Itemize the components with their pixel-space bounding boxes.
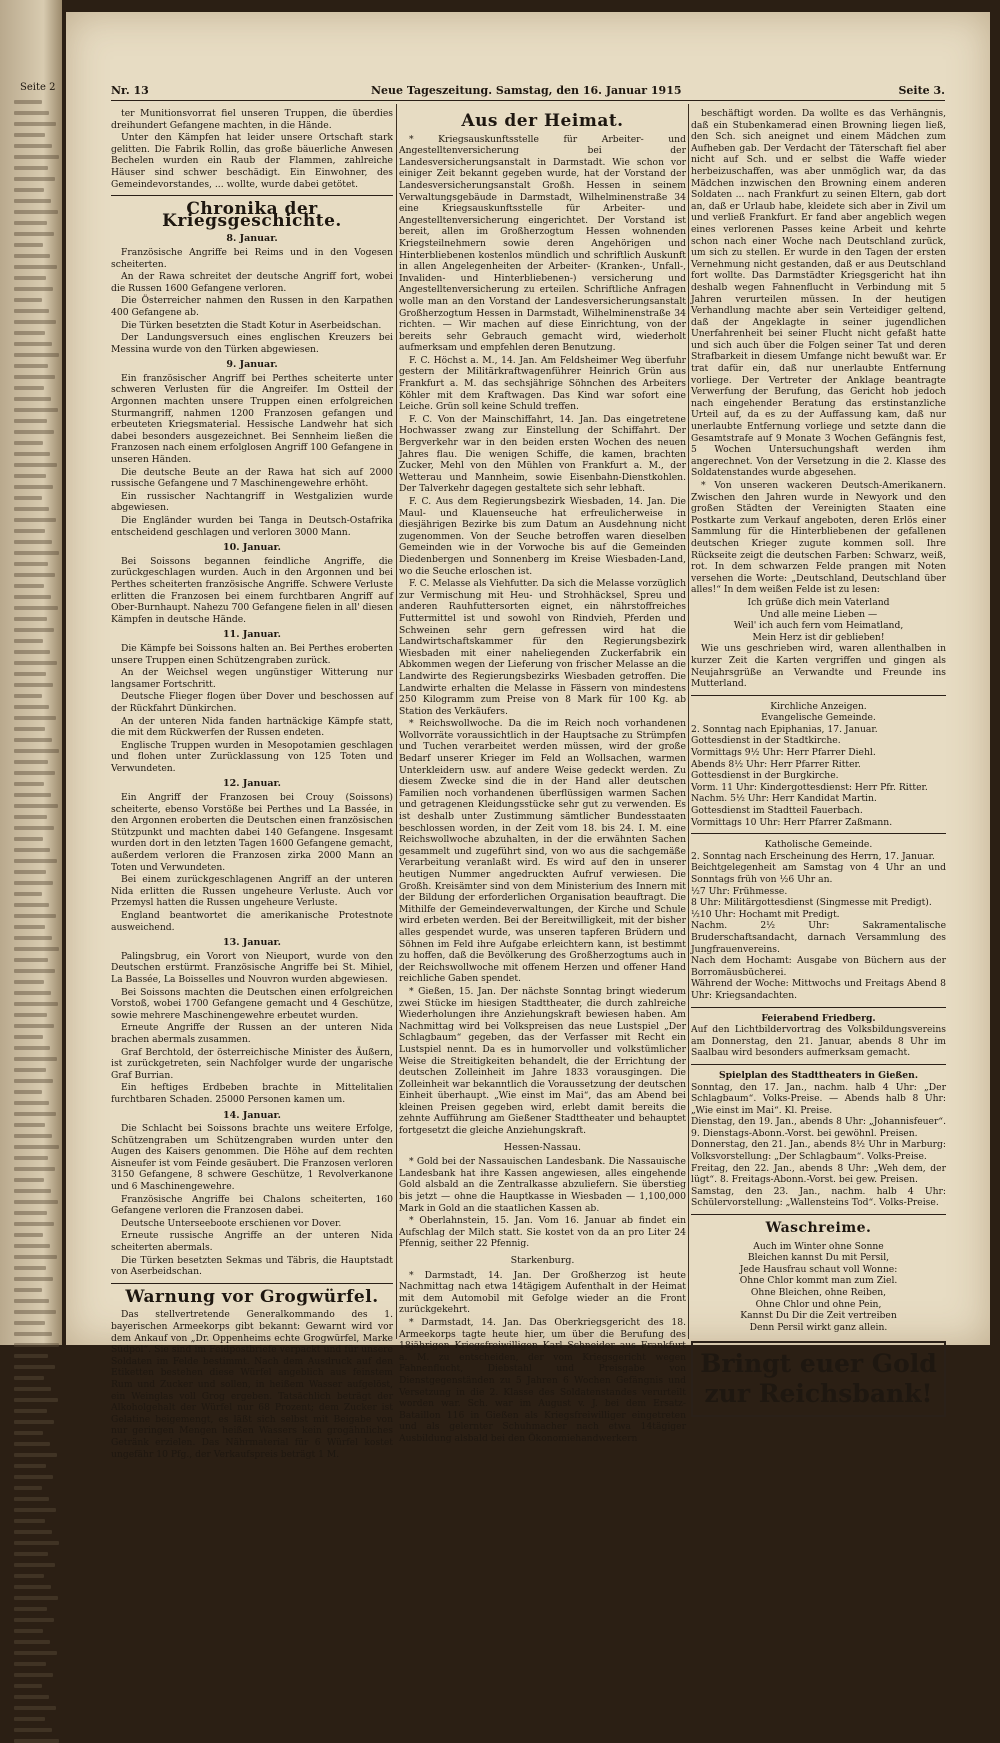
prev-page-line (14, 430, 54, 434)
prev-page-line (14, 100, 42, 104)
church-heading: Kirchliche Anzeigen. (770, 700, 867, 712)
prev-page-line (14, 870, 46, 874)
prev-page-line (14, 441, 43, 445)
prev-page-line (14, 155, 59, 159)
prev-page-line (14, 892, 42, 896)
chronik-date: 8. Januar. (226, 233, 278, 245)
chronik-paragraph: Die Kämpfe bei Soissons halten an. Bei Perthes eroberten unsere Truppen einen Schützengraben zurück. (111, 642, 393, 666)
prev-page-line (14, 1200, 58, 1204)
warnung-heading: Warnung vor Grogwürfel. (125, 1286, 379, 1307)
chronik-paragraph: Ein französischer Angriff bei Perthes scheiterte unter schweren Verlusten für die Angreifer. Im Ostteil der Argonnen machten unsere Truppen einen erfolgreichen Sturmangriff, nahmen 1200 Franzosen gefangen und erbeuteten Kriegsmaterial. Hessische Landwehr hat sich dabei besonders ausgezeichnet. Bei Sennheim ließen die Franzosen nach einem erfolglosen Angriff 100 Gefangene in unseren Händen. (111, 372, 393, 466)
prev-page-line (14, 1585, 51, 1589)
heimat-paragraph: F. C. Von der Mainschiffahrt, 14. Jan. Das eingetretene Hochwasser zwang zur Einstellung der Schiffahrt. Der Bergverkehr war in den beiden ersten Wochen des neuen Jahres flau. Die wenigen Schiffe, die kamen, brachten Zucker, Mehl von den Mühlen von Frankfurt a. M., der Wetterau und Mannheim, sowie Eisenbahn-Dienstkohlen. Der Talverkehr dagegen gestaltete sich sehr lebhaft. (399, 413, 686, 495)
verse-line: Jede Hausfrau schaut voll Wonne: (739, 1263, 898, 1275)
chronik-paragraph: Deutsche Flieger flogen über Dover und beschossen auf der Rückfahrt Dünkirchen. (111, 691, 393, 714)
prev-page-line (14, 287, 53, 291)
hessen-nassau-heading: Hessen-Nassau. (503, 1141, 582, 1153)
gold-ad-line: zur Reichsbank! (704, 1379, 933, 1409)
chronik-paragraph: Erneute Angriffe der Russen an der unteren Nida brachen abermals zusammen. (111, 1022, 393, 1045)
prev-page-line (14, 815, 47, 819)
verse-line: Ohne Chlor kommt man zum Ziel. (739, 1275, 898, 1287)
prev-page-line (14, 474, 46, 478)
heimat-heading: Aus der Heimat. (461, 111, 624, 131)
chronik-paragraph: Deutsche Unterseeboote erschienen vor Dover. (121, 1217, 342, 1229)
service-line: Vorm. 11 Uhr: Kindergottesdienst: Herr Pfr. Ritter. (691, 781, 928, 793)
theater-line: Samstag, den 23. Jan., nachm. halb 4 Uhr: Schülervorstellung: „Wallensteins Tod“. Volks-Preise. (691, 1185, 946, 1209)
prev-page-line (14, 386, 44, 390)
chronik-date: 12. Januar. (223, 778, 281, 790)
heimat-paragraph: F. C. Melasse als Viehfutter. Da sich die Melasse vorzüglich zur Vermischung mit Heu- und Strohhäcksel, Spreu und anderen Rauhfuttersorten eignet, ein nährstoffreiches Futtermittel ist und sowohl von Rindvieh, Pferden und Schweinen sehr gern gefressen wird hat die Landwirtschaftskammer für den Regierungsbezirk Wiesbaden mit einer naheliegenden Zuckerfabrik ein Abkommen wegen der Lieferung von frischer Melasse an die Landwirte des Regierungsbezirks Wiesbaden getroffen. Die Landwirte erhalten die Melasse in Fässern von mindestens 250 Kilogramm zum Preise von 8 Mark für 100 Kg. ab Station des Verkäufers. (399, 578, 686, 717)
heimat-paragraph: * Gießen, 15. Jan. Der nächste Sonntag bringt wiederum zwei Stücke im hiesigen Stadttheater, die durch zahlreiche Wiederholungen ihre Anziehungskraft bewiesen haben. Am Nachmittag wird bei Volkspreisen das neue Lustspiel „Der Schlagbaum“ gegeben, das der Verfasser mit Recht ein Lustspiel nennt. Da es in humorvoller und volkstümlicher Weise die Streitigkeiten behandelt, die der Errichtung der deutschen Zolleinheit im Jahre 1833 vorausgingen. Die Zolleinheit war bekanntlich die Voraussetzung der deutschen Einheit überhaupt. „Wie einst im Mai“, das am Abend bei kleinen Preisen gegeben wird, erlebt damit bereits die zehnte Aufführung am Gießener Stadttheater und behauptet fortgesetzt die gleiche Anziehungskraft. (399, 985, 686, 1137)
prev-page-line (14, 1288, 42, 1292)
prev-page-line (14, 1739, 59, 1743)
prev-page-line (14, 1057, 57, 1061)
prev-page-line (14, 782, 44, 786)
service-line: Vormittags 9½ Uhr: Herr Pfarrer Diehl. (691, 747, 876, 759)
prev-page-line (14, 738, 52, 742)
waschreime-heading: Waschreime. (765, 1220, 872, 1237)
prev-page-line (14, 1354, 48, 1358)
prev-page-line (14, 1673, 53, 1677)
hessen-nassau-paragraph: * Gold bei der Nassauischen Landesbank. Die Nassauische Landesbank hat ihre Kassen angewiesen, alles eingehende Gold alsbald an die Zentralkasse abzuliefern. Sie überstieg bis jetzt — ohne die Hauptkasse in Wiesbaden — 1,100,000 Mark in Gold an die staatlichen Kassen ab. (399, 1156, 686, 1214)
verse-line: Ich grüße dich mein Vaterland (747, 596, 890, 608)
prev-page-line (14, 331, 45, 335)
prev-page-line (14, 166, 48, 170)
prev-page-line (14, 353, 59, 357)
prev-page-line (14, 463, 57, 467)
chronik-paragraph: An der Weichsel wegen ungünstiger Witterung nur langsamer Fortschritt. (111, 667, 393, 690)
hessen-nassau-paragraphs (399, 1156, 686, 1250)
prev-page-line (14, 661, 57, 665)
prev-page-line (14, 1167, 55, 1171)
prev-page-line (14, 1552, 48, 1556)
prev-page-line (14, 243, 43, 247)
hessen-nassau-paragraph: * Oberlahnstein, 15. Jan. Vom 16. Januar ab findet ein Aufschlag der Milch statt. Sie kostet von da an pro Liter 24 Pfennig, seither 22 Pfennig. (399, 1215, 686, 1250)
prev-page-line (14, 1068, 46, 1072)
prev-page-line (14, 496, 42, 500)
prev-page-line (14, 1024, 54, 1028)
prev-page-line (14, 1222, 54, 1226)
prev-page-line (14, 1343, 59, 1347)
prev-page-line (14, 1431, 43, 1435)
verse-line: Auch im Winter ohne Sonne (753, 1240, 884, 1252)
prev-page-line (14, 1112, 56, 1116)
chronik-entries (111, 233, 393, 1277)
prev-page-line (14, 518, 56, 522)
chronik-paragraph: Bei einem zurückgeschlagenen Angriff an der unteren Nida erlitten die Russen ungeheure Verluste. Auch vor Przemysl hatten die Russen ungeheure Verluste. (111, 874, 393, 909)
prev-page-line (14, 1233, 43, 1237)
prev-page-line (14, 1211, 47, 1215)
catholic-heading: Katholische Gemeinde. (764, 839, 873, 851)
chronik-paragraph: Der Landungsversuch eines englischen Kreuzers bei Messina wurde von den Türken abgewiesen. (111, 332, 393, 355)
chronik-paragraph: England beantwortet die amerikanische Protestnote ausweichend. (111, 910, 393, 933)
chronik-paragraph: Ein heftiges Erdbeben brachte in Mittelitalien furchtbaren Schaden. 25000 Personen kamen um. (111, 1082, 393, 1105)
prev-page-line (14, 133, 45, 137)
chronik-date: 9. Januar. (226, 359, 278, 371)
prev-page-line (14, 298, 42, 302)
prev-page-line (14, 617, 47, 621)
prev-page-line (14, 925, 45, 929)
prev-page-line (14, 199, 51, 203)
catholic-services (691, 851, 946, 1002)
prev-page-line (14, 1365, 55, 1369)
prev-page-line (14, 1079, 53, 1083)
chronik-paragraph: Englische Truppen wurden in Mesopotamien geschlagen und flohen unter Zurücklassung von 125 Toten und Verwundeten. (111, 739, 393, 774)
prev-page-line (14, 562, 48, 566)
chronik-paragraph: Die Engländer wurden bei Tanga in Deutsch-Ostafrika entscheidend geschlagen und verloren 3000 Mann. (111, 515, 393, 538)
prev-page-line (14, 1464, 46, 1468)
chronik-paragraph: Die Türken besetzten die Stadt Kotur in Aserbeidschan. (121, 319, 382, 331)
starkenburg-heading: Starkenburg. (510, 1255, 575, 1266)
prev-page-line (14, 859, 57, 863)
prev-page-line (14, 265, 57, 269)
prev-page-line (14, 1409, 47, 1413)
chronik-date: 11. Januar. (223, 629, 281, 641)
heimat-paragraph: F. C. Höchst a. M., 14. Jan. Am Feldsheimer Weg überfuhr gestern der Militärkraftwagenführer Heinrich Grün aus Frankfurt a. M. das sechsjährige Söhnchen des Arbeiters Köhler mit dem Kraftwagen. Das Kind war sofort eine Leiche. Grün soll keine Schuld treffen. (399, 354, 686, 413)
evangelical-heading: Evangelische Gemeinde. (761, 712, 876, 724)
prev-page-line (14, 1728, 52, 1732)
prev-page-line (14, 1519, 45, 1523)
warnung-text: Das stellvertretende Generalkommando des 1. bayerischen Armeekorps gibt bekannt: Gewarnt wird vor dem Ankauf von „Dr. Oppenheims echte Grogwürfel, Marke Südpol“. Sie sind im Feldpostbriefe verpackt und für unsere Soldaten im Felde bestimmt. Nach dem Ausdruck auf den Etiketten bestehen diese Würfel angeblich aus feinstem Rum und Zucker und sollen, in heißem Wasser aufgelöst, ein Weinglas voll Grog ergeben. Tatsächlich beträgt der Alkoholgehalt der Würfel nur 68 Prozent; dem Zucker ist Gelatine beigemengt, es läßt sich selbst mit Beigabe von nur geringen Mengen heißen Wassers kein grogähnliches Getränk erzielen. Das Nährmaterial für 6 Würfel kostet ungefähr 10 Pfg., der Verkaufspreis beträgt 1 M. (111, 1309, 393, 1460)
prev-page-line (14, 1398, 58, 1402)
page-number: Seite 3. (898, 84, 945, 97)
service-line: Während der Woche: Mittwochs und Freitags Abend 8 Uhr: Kriegsandachten. (691, 978, 946, 1001)
service-line: 2. Sonntag nach Erscheinung des Herrn, 17. Januar. (691, 850, 935, 862)
service-line: Beichtgelegenheit am Samstag von 4 Uhr an und Sonntags früh von ½6 Uhr an. (691, 862, 946, 885)
prev-page-line (14, 1618, 54, 1622)
chronik-paragraph: An der Rawa schreitet der deutsche Angriff fort, wobei die Russen 1600 Gefangene verloren. (111, 271, 393, 294)
court-report-paragraphs (691, 108, 946, 596)
prev-page-line (14, 1387, 51, 1391)
chronik-paragraph: Erneute russische Angriffe an der unteren Nida scheiterten abermals. (111, 1230, 393, 1254)
verse-line: Ohne Chlor und ohne Pein, (755, 1298, 882, 1310)
prev-page-line (14, 804, 58, 808)
prev-page-line (14, 210, 58, 214)
prev-page-line (14, 177, 55, 181)
prev-page-line (14, 232, 54, 236)
verse-line: Mein Herz ist dir geblieben! (752, 631, 885, 643)
prev-page-line (14, 1189, 51, 1193)
verse-line: Kannst Du Dir die Zeit vertreiben (740, 1310, 897, 1322)
service-line: Nachm. 2½ Uhr: Sakramentalische Bruderschaftsandacht, darnach Versammlung des Jungfrauenvereins. (691, 920, 946, 955)
prev-page-line (14, 947, 59, 951)
prev-page-line (14, 1640, 50, 1644)
prev-page-line (14, 221, 47, 225)
theater-line: Sonntag, den 17. Jan., nachm. halb 4 Uhr: „Der Schlagbaum“. Volks-Preise. — Abends halb 8 Uhr: „Wie einst im Mai“. Kl. Preise. (691, 1081, 946, 1116)
prev-page-line (14, 111, 49, 115)
prev-page-line (14, 969, 55, 973)
chronik-paragraph: Graf Berchtold, der österreichische Minister des Äußern, ist zurückgetreten, sein Nachfolger wurde der ungarische Graf Burrian. (111, 1046, 393, 1081)
prev-page-line (14, 848, 50, 852)
newspaper-page (66, 12, 990, 1460)
theater-line: Freitag, den 22. Jan., abends 8 Uhr: „Weh dem, der lügt“. 8. Freitags-Abonn.-Vorst. bei gew. Preisen. (691, 1162, 946, 1186)
prev-page-line (14, 628, 54, 632)
chronik-paragraph: Ein russischer Nachtangriff in Westgalizien wurde abgewiesen. (111, 490, 393, 514)
prev-page-line (14, 1277, 53, 1281)
gold-ad-line: Bringt euer Gold (700, 1349, 937, 1379)
service-line: Nachm. 5½ Uhr: Herr Kandidat Martin. (691, 793, 877, 805)
prev-page-line (14, 276, 46, 280)
service-line: Gottesdienst in der Stadtkirche. (691, 735, 841, 747)
chronik-heading: Chronika der Kriegsgeschichte. (162, 199, 342, 231)
prev-page-line (14, 1002, 58, 1006)
chronik-date: 10. Januar. (223, 542, 281, 554)
prev-page-line (14, 1255, 57, 1259)
heimat-paragraph: * Kriegsauskunftsstelle für Arbeiter- und Angestelltenversicherung bei der Landesversicherungsanstalt in Darmstadt. Wie schon vor einiger Zeit bekannt gegeben wurde, hat der Vorstand der Landesversicherungsanstalt Großh. Hessen in seinem Verwaltungsgebäude in Darmstadt, Wilhelminenstraße 34 eine Kriegsauskunftsstelle für Arbeiter- und Angestelltenversicherung eingerichtet. Der Vorstand ist bereit, allen im Großherzogtum Hessen wohnenden Kriegsteilnehmern sowie deren Angehörigen und Hinterbliebenen kostenlos mündlich und schriftlich Auskunft in allen Angelegenheiten der Arbeiter- (Kranken-, Unfall-, Invaliden- und Hinterbliebenen-) versicherung und Angestelltenversicherung zu erteilen. Schriftliche Anfragen wolle man an den Vorstand der Landesversicherungsanstalt Großherzogtum Hessen in Darmstadt, Wilhelminenstraße 34 richten. — Wir machen auf diese Einrichtung, von der bereits sehr Gebrauch gemacht wird, wiederholt aufmerksam und empfehlen deren Benutzung. (399, 133, 686, 354)
service-line: Vormittags 10 Uhr: Herr Pfarrer Zaßmann. (691, 816, 893, 828)
prev-page-line (14, 1244, 50, 1248)
chronik-paragraph: An der unteren Nida fanden hartnäckige Kämpfe statt, die mit dem Rückwerfen der Russen endeten. (111, 715, 393, 739)
issue-number: Nr. 13 (111, 84, 149, 97)
chronik-paragraph: Die Österreicher nahmen den Russen in den Karpathen 400 Gefangene ab. (111, 295, 393, 318)
prev-page-line (14, 122, 56, 126)
prev-page-line (14, 188, 44, 192)
verse-line: Und alle meine Lieben — (759, 608, 878, 620)
chronik-paragraph: Französische Angriffe bei Reims und in den Vogesen scheiterten. (111, 246, 393, 270)
prev-page-line (14, 705, 49, 709)
previous-page-edge (0, 0, 62, 1345)
postcard-followup: Wie uns geschrieben wird, waren allenthalben in kurzer Zeit die Karten vergriffen und gingen als Neujahrsgrüße an Verwandte und Freunde ins Mutterland. (691, 643, 946, 690)
prev-page-line (14, 1563, 55, 1567)
prev-page-line (14, 1475, 53, 1479)
starkenburg-paragraph: * Darmstadt, 14. Jan. Das Oberkriegsgericht des 18. Armeekorps tagte heute hier, um über die Berufung des 18jährigen Kriegsfreiwilligen Karl Schneider aus Frankfurt a. M. zu entscheiden, der vom Kriegsgericht wegen Fahnenflucht, Diebstahl und Preisgabe von Dienstgegenständen zu 5 Jahren 6 Wochen Gefängnis und Versetzung in die 2. Klasse des Soldatenstandes verurteilt worden war. Sch. war im August v. J. bei dem Ersatz-Bataillon 116 in Gießen als Kriegsfreiwilliger eingetreten und als gelernter Schuhmacher nach etwa 14tägiger Ausbildung alsbald bei den Ökonomiehandwerkern (399, 1316, 686, 1444)
column-divider (396, 104, 397, 1339)
column-middle (399, 108, 686, 1446)
prev-page-line (14, 320, 56, 324)
prev-page-line (14, 507, 49, 511)
verse-line: Weil' ich auch fern vom Heimatland, (733, 620, 904, 632)
prev-page-line (14, 1332, 52, 1336)
column-left (111, 108, 393, 1461)
prev-page-line (14, 1574, 44, 1578)
prev-page-line (14, 1035, 43, 1039)
prev-page-line (14, 727, 45, 731)
service-line: ½10 Uhr: Hochamt mit Predigt. (691, 908, 840, 920)
prev-page-line (14, 760, 48, 764)
paper-title-date: Neue Tageszeitung. Samstag, den 16. Januar 1915 (371, 84, 682, 97)
prev-page-line (14, 1321, 45, 1325)
chronik-paragraph: Französische Angriffe bei Chalons scheiterten, 160 Gefangene verloren die Franzosen dabei. (111, 1193, 393, 1217)
prev-page-line (14, 595, 51, 599)
prev-page-line (14, 254, 50, 258)
prev-page-line (14, 980, 44, 984)
theater-line: Donnerstag, den 21. Jan., abends 8½ Uhr in Marburg: Volksvorstellung: „Der Schlagbaum“. Volks-Preise. (691, 1139, 946, 1163)
prev-page-line (14, 1717, 45, 1721)
service-line: 8 Uhr: Militärgottesdienst (Singmesse mit Predigt). (691, 897, 932, 909)
chronik-paragraph: Bei Soissons begannen feindliche Angriffe, die zurückgeschlagen wurden. Auch in den Argonnen und bei Perthes scheiterten französische Angriffe. Schwere Verluste erlitten die Franzosen bei einem furchtbaren Angriff auf Ober-Burnhaupt. Nahezu 700 Gefangene fielen in all' diesen Kämpfen in deutsche Hände. (111, 555, 393, 625)
heimat-paragraphs (399, 134, 686, 1137)
prev-page-line (14, 749, 59, 753)
prev-page-line (14, 1178, 44, 1182)
prev-page-line (14, 826, 54, 830)
prev-page-line (14, 1123, 45, 1127)
prev-page-line (14, 1453, 57, 1457)
chronik-date: 14. Januar. (223, 1109, 281, 1121)
prev-page-line (14, 1486, 42, 1490)
chronik-paragraph: Palingsbrug, ein Vorort von Nieuport, wurde von den Deutschen erstürmt. Französische Angriffe bei St. Mihiel, La Bassée, La Boisselles und Nouvron wurden abgewiesen. (111, 950, 393, 985)
starkenburg-paragraphs (399, 1270, 686, 1445)
prev-page-line (14, 144, 52, 148)
prev-page-line (14, 958, 48, 962)
chronik-paragraph: Die Schlacht bei Soissons brachte uns weitere Erfolge, Schützengraben um Schützengraben wurden unter den Augen des Kaisers genommen. Die Höhe auf dem rechten Aisneufer ist vom Feinde gesäubert. Die Franzosen verloren 3150 Gefangene, 8 schwere Geschütze, 1 Revolverkanone und 6 Maschinengewehre. (111, 1123, 393, 1193)
masthead (111, 84, 945, 101)
intro-paragraphs (111, 108, 393, 190)
prev-page-text-lines (0, 100, 62, 1743)
chronik-date: 13. Januar. (223, 937, 281, 949)
verse-line: Denn Persil wirkt ganz allein. (749, 1321, 888, 1333)
service-line: Abends 8½ Uhr: Herr Pfarrer Ritter. (691, 758, 861, 770)
heimat-paragraph: F. C. Aus dem Regierungsbezirk Wiesbaden, 14. Jan. Die Maul- und Klauenseuche hat erfreulicherweise in diesjährigen Bezirke bis zum Datum an Ausdehnung nicht zugenommen. Von der Seuche betroffen waren dieselben Gemeinden wie in der Vorwoche bis auf die Gemeinden Diedenbergen und Sonnenberg im Kreise Wiesbaden-Land, wo die Seuche erloschen ist. (399, 496, 686, 577)
prev-page-line (14, 1541, 59, 1545)
prev-page-line (14, 309, 49, 313)
prev-page-line (14, 716, 56, 720)
prev-page-line (14, 1376, 44, 1380)
prev-page-header: Seite 2 (20, 82, 56, 93)
prev-page-line (14, 771, 55, 775)
prev-page-line (14, 881, 53, 885)
intro-paragraph: Unter den Kämpfen hat leider unsere Ortschaft stark gelitten. Die Fabrik Rollin, das große bäuerliche Anwesen Bechelen wurden ein Raub der Flammen, zahlreiche Häuser sind schwer beschädigt. Ein Einwohner, des Gemeindevorstandes, ... wollte, wurde dabei getötet. (111, 132, 393, 190)
service-line: Gottesdienst im Stadtteil Fauerbach. (691, 805, 863, 817)
prev-page-line (14, 1134, 52, 1138)
postcard-verse (691, 597, 946, 643)
prev-page-line (14, 1156, 48, 1160)
chronik-paragraph: Die Türken besetzten Sekmas und Täbris, die Hauptstadt von Aserbeidschan. (111, 1254, 393, 1278)
prev-page-line (14, 1046, 50, 1050)
chronik-paragraph: Die deutsche Beute an der Rawa hat sich auf 2000 russische Gefangene und 7 Maschinengewehre erhöht. (111, 466, 393, 490)
prev-page-line (14, 1508, 56, 1512)
prev-page-line (14, 991, 51, 995)
prev-page-line (14, 452, 50, 456)
prev-page-line (14, 1310, 56, 1314)
prev-page-line (14, 1497, 49, 1501)
prev-page-line (14, 694, 42, 698)
heimat-paragraph: * Reichswollwoche. Da die im Reich noch vorhandenen Wollvorräte voraussichtlich in der Hauptsache zu Strümpfen und Tuchen verarbeitet werden müssen, wird der große Bedarf unserer Krieger im Feld an Wollsachen, warmen Unterkleidern usw. auf andere Weise gedeckt werden. Zu diesem Zwecke sind die in der Hand aller deutschen Familien noch vorhandenen überflüssigen warmen Sachen und getragenen Kleidungsstücke sehr gut zu verwenden. Es ist deshalb unter Zustimmung sämtlicher Bundesstaaten beschlossen worden, in der Zeit vom 18. bis 24. I. M. eine Reichswollwoche abzuhalten, in der die erwähnten Sachen gesammelt und zugeführt sind, von wo aus die sachgemäße Verarbeitung veranlaßt wird. Es wird auf den in unserer heutigen Nummer angedruckten Aufruf verwiesen. Die Großh. Kreisämter sind von dem Ministerium des Innern mit der Bildung der erforderlichen Organisation beauftragt. Die Mithilfe der Gemeindeverwaltungen, der Kirche und Schule wird erbeten werden. Bei der Bereitwilligkeit, mit der bisher alles gespendet wurde, was unseren tapferen Brüdern und Söhnen im Feld ihre Aufgabe erleichtern kann, ist bestimmt zu hoffen, daß die Bevölkerung des Großherzogtums auch in der Reichswollwoche mit offenem Herzen und offener Hand reichliche Gaben spendet. (399, 718, 686, 985)
prev-page-line (14, 342, 52, 346)
prev-page-line (14, 1101, 49, 1105)
service-line: Nach dem Hochamt: Ausgabe von Büchern aus der Borromäusbücherei. (691, 955, 946, 978)
prev-page-line (14, 936, 52, 940)
prev-page-line (14, 573, 55, 577)
verse-line: Ohne Bleichen, ohne Reiben, (750, 1287, 887, 1298)
prev-page-line (14, 419, 47, 423)
prev-page-line (14, 1629, 43, 1633)
theater-heading: Spielplan des Stadttheaters in Gießen. (718, 1069, 919, 1081)
verse-line: Bleichen kannst Du mit Persil, (747, 1252, 890, 1264)
friedberg-text: Auf den Lichtbildervortrag des Volksbildungsvereins am Donnerstag, den 21. Januar, abends 8 Uhr im Saalbau wird besonders aufmerksam gemacht. (691, 1024, 946, 1059)
prev-page-line (14, 1684, 42, 1688)
service-line: Gottesdienst in der Burgkirche. (691, 770, 839, 782)
prev-page-line (14, 650, 50, 654)
prev-page-line (14, 1651, 57, 1655)
waschreime-verse (691, 1241, 946, 1334)
prev-page-line (14, 683, 53, 687)
prev-page-line (14, 1662, 46, 1666)
prev-page-line (14, 1013, 47, 1017)
prev-page-line (14, 1706, 56, 1710)
prev-page-line (14, 540, 52, 544)
friedberg-heading: Feierabend Friedberg. (761, 1012, 876, 1024)
prev-page-line (14, 606, 58, 610)
gold-ad (691, 1341, 946, 1417)
theater-line: Dienstag, den 19. Jan., abends 8 Uhr: „Johannisfeuer“. 9. Dienstags-Abonn.-Vorst. bei gewöhnl. Preisen. (691, 1116, 946, 1139)
prev-page-line (14, 1145, 59, 1149)
prev-page-line (14, 903, 49, 907)
chronik-paragraph: Ein Angriff der Franzosen bei Crouy (Soissons) scheiterte, ebenso Vorstöße bei Perthes und La Bassée, in den Argonnen eroberten die Deutschen einen französischen Stützpunkt und machten dabei 140 Gefangene. Insgesamt wurden dort in den letzten Tagen 1600 Gefangene gemacht, außerdem verloren die Franzosen zirka 2000 Mann an Toten und Verwundeten. (111, 792, 393, 873)
prev-page-line (14, 485, 53, 489)
prev-page-line (14, 1420, 54, 1424)
prev-page-line (14, 551, 59, 555)
prev-page-line (14, 639, 43, 643)
prev-page-line (14, 397, 51, 401)
prev-page-line (14, 1530, 52, 1534)
prev-page-line (14, 364, 48, 368)
prev-page-line (14, 1442, 50, 1446)
prev-page-line (14, 1090, 42, 1094)
column-right (691, 108, 946, 1417)
service-line: 2. Sonntag nach Epiphanias, 17. Januar. (691, 723, 878, 735)
chronik-paragraph: Bei Soissons machten die Deutschen einen erfolgreichen Vorstoß, wobei 1700 Gefangene gemacht und 4 Geschütze, sowie mehrere Maschinengewehre erbeutet wurden. (111, 986, 393, 1021)
starkenburg-paragraph: * Darmstadt, 14. Jan. Der Großherzog ist heute Nachmittag nach etwa 14tägigem Aufenthalt in der Heimat mit dem Automobil mit Gefolge wieder an die Front zurückgekehrt. (399, 1269, 686, 1316)
prev-page-line (14, 793, 51, 797)
prev-page-line (14, 837, 43, 841)
prev-page-line (14, 1299, 49, 1303)
prev-page-line (14, 1266, 46, 1270)
evangelical-services (691, 724, 946, 828)
prev-page-line (14, 408, 58, 412)
prev-page-line (14, 375, 55, 379)
prev-page-line (14, 1695, 49, 1699)
intro-paragraph: ter Munitionsvorrat fiel unseren Truppen, die überdies dreihundert Gefangene machten, in die Hände. (111, 108, 393, 131)
theater-schedule (691, 1082, 946, 1210)
prev-page-line (14, 529, 45, 533)
service-line: ½7 Uhr: Frühmesse. (691, 885, 788, 897)
prev-page-line (14, 584, 44, 588)
prev-page-line (14, 914, 56, 918)
prev-page-line (14, 672, 46, 676)
court-report-paragraph: beschäftigt worden. Da wollte es das Verhängnis, daß ein Stubenkamerad einen Browning liegen ließ, den Sch. sich aneignet und einem Mädchen zum Aufheben gab. Der Verdacht der Täterschaft fiel aber nicht auf Sch. und er selbst die Waffe wieder herbeizuschaffen, was aber unmöglich war, da das Mädchen inzwischen den Browning einem anderen Soldaten ... nach Frankfurt zu seinen Eltern, gab dort an, daß er Urlaub habe, kleidete sich aber in Zivil um und verließ Frankfurt. Er fand aber angeblich wegen eines verlorenen Passes keine Arbeit und kehrte schon nach einer Woche nach Deutschland zurück, um sich zu stellen. Er wurde in den Tagen der ersten Vernehmung nicht gestanden, daß er aus Deutschland fort wollte. Das Darmstädter Kriegsgericht hat ihn deshalb wegen Fahnenflucht in Verbindung mit 5 Jahren verurteilen müssen. In der heutigen Verhandlung machte aber sein Verteidiger geltend, daß der Angeklagte in seiner jugendlichen Unerfahrenheit bei seiner Flucht nicht gefaßt hatte und sich auch über die Folgen seiner Tat und deren Strafbarkeit in diesem Umfange nicht bewußt war. Er trat dafür ein, daß nur unerlaubte Entfernung vorliege. Der Vertreter der Anklage beantragte Verwerfung der Berufung, das Gericht hob jedoch nach eingehender Beratung das erstinstanzliche Urteil auf, da es zu der Auffassung kam, daß nur unerlaubte Entfernung vorliege und setzte dann die Gesamtstrafe auf 9 Monate 3 Wochen Gefängnis fest, 5 Wochen Untersuchungshaft werden ihm angerechnet. Von der Versetzung in die 2. Klasse des Soldatenstandes wurde abgesehen. (691, 108, 946, 479)
court-report-paragraph: * Von unseren wackeren Deutsch-Amerikanern. Zwischen den Jahren wurde in Newyork und den großen Städten der Vereinigten Staaten eine Postkarte zum Verkauf angeboten, deren Erlös einer Sammlung für die Hinterbliebenen der gefallenen deutschen Krieger zugute kommen soll. Ihre Rückseite zeigt die deutschen Farben: Schwarz, weiß, rot. In dem schwarzen Felde prangen mit Noten versehen die Worte: „Deutschland, Deutschland über alles!“ In dem weißen Felde ist zu lesen: (691, 480, 946, 596)
column-divider (688, 104, 689, 1339)
prev-page-line (14, 1607, 47, 1611)
prev-page-line (14, 1596, 58, 1600)
